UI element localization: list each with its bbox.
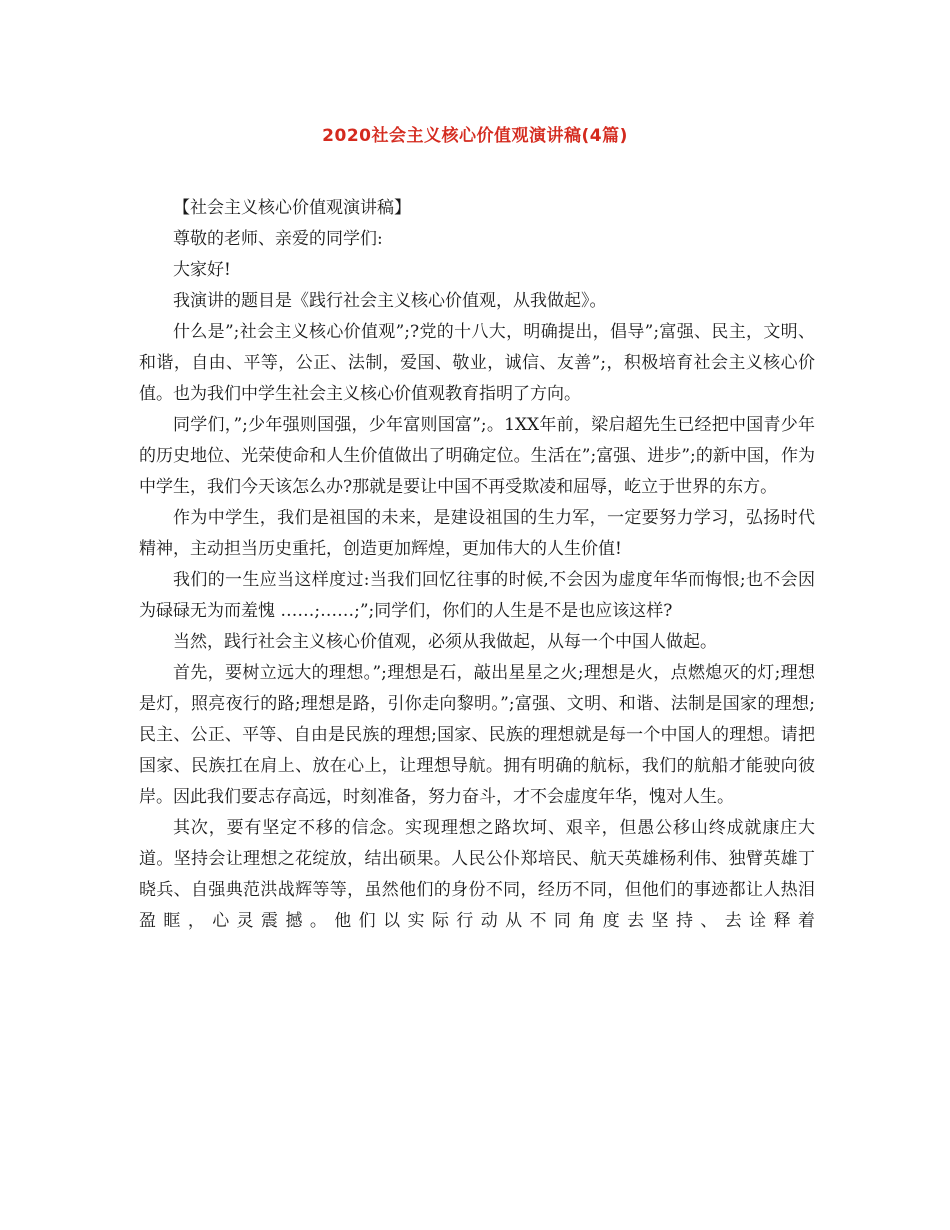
document-body — [139, 193, 815, 937]
paragraph-heading: 【社会主义核心价值观演讲稿】 — [173, 198, 411, 218]
paragraph-body: 我们的一生应当这样度过:当我们回忆往事的时候,不会因为虚度年华而悔恨;也不会因为碌碌无为而羞愧 ……;……;”;同学们，你们的人生是不是也应该这样? — [139, 570, 815, 621]
paragraph-body: 其次，要有坚定不移的信念。实现理想之路坎坷、艰辛，但愚公移山终成就康庄大道。坚持会让理想之花绽放，结出硕果。人民公仆郑培民、航天英雄杨利伟、独臂英雄丁晓兵、自强典范洪战辉等等，虽然他们的身份不同，经历不同，但他们的事迹都让人热泪盈眶，心灵震撼。他们以实际行动从不同角度去坚持、去诠释着 — [139, 818, 815, 931]
paragraph-body: 首先，要树立远大的理想。”;理想是石，敲出星星之火;理想是火，点燃熄灭的灯;理想是灯，照亮夜行的路;理想是路，引你走向黎明。”;富强、文明、和谐、法制是国家的理想;民主、公正、平等、自由是民族的理想;国家、民族的理想就是每一个中国人的理想。请把国家、民族扛在肩上、放在心上，让理想导航。拥有明确的航标，我们的航船才能驶向彼岸。因此我们要志存高远，时刻准备，努力奋斗，才不会虚度年华，愧对人生。 — [139, 663, 815, 807]
paragraph-body: 什么是”;社会主义核心价值观”;?党的十八大，明确提出，倡导”;富强、民主，文明、和谐，自由、平等，公正、法制，爱国、敬业，诚信、友善”;，积极培育社会主义核心价值。也为我们中学生社会主义核心价值观教育指明了方向。 — [139, 322, 815, 404]
paragraph-greeting: 大家好! — [173, 260, 231, 280]
paragraph-body: 作为中学生，我们是祖国的未来，是建设祖国的生力军，一定要努力学习，弘扬时代精神，主动担当历史重托，创造更加辉煌，更加伟大的人生价值! — [139, 508, 815, 559]
document-title: 2020社会主义核心价值观演讲稿(4篇) — [322, 126, 628, 146]
paragraph-body: 当然，践行社会主义核心价值观，必须从我做起，从每一个中国人做起。 — [173, 632, 717, 652]
paragraph-salutation: 尊敬的老师、亲爱的同学们: — [173, 229, 383, 249]
paragraph-body: 同学们，”;少年强则国强，少年富则国富”;。1XX年前，梁启超先生已经把中国青少年的历史地位、光荣使命和人生价值做出了明确定位。生活在”;富强、进步”;的新中国，作为中学生，我们今天该怎么办?那就是要让中国不再受欺凌和屈辱，屹立于世界的东方。 — [139, 415, 815, 497]
paragraph-topic: 我演讲的题目是《践行社会主义核心价值观，从我做起》。 — [173, 291, 607, 311]
